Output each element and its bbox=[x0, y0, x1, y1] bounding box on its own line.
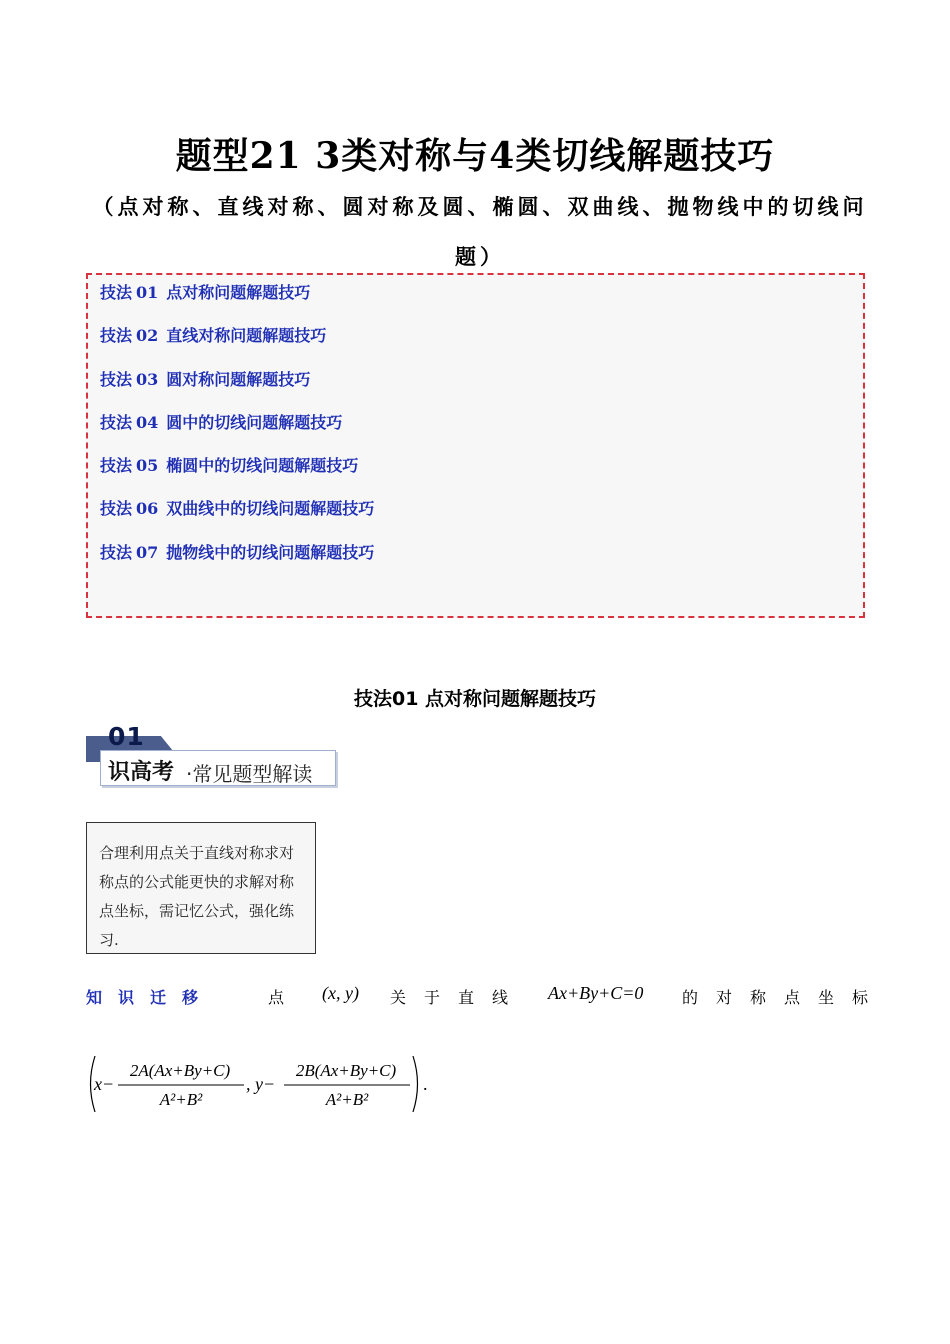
formula-end: . bbox=[423, 1074, 428, 1094]
toc-item-prefix: 技法 bbox=[100, 542, 133, 562]
toc-item-label: 椭圆中的切线问题解题技巧 bbox=[166, 456, 359, 476]
toc-item[interactable] bbox=[100, 281, 863, 324]
point-word: 点 bbox=[268, 988, 285, 1007]
symmetric-point-formula bbox=[86, 1052, 586, 1116]
formula-numerator-1: 2A(Ax+By+C) bbox=[129, 1061, 231, 1080]
line-equation: Ax+By+C=0 bbox=[548, 983, 644, 1003]
toc-item-prefix: 技法 bbox=[100, 369, 133, 389]
toc-item-number: 05 bbox=[136, 456, 159, 476]
result-text: 的对称点坐标 bbox=[682, 988, 887, 1007]
toc-item-number: 03 bbox=[136, 369, 159, 389]
tip-note: 合理利用点关于直线对称求对称点的公式能更快的求解对称点坐标，需记忆公式，强化练习. bbox=[86, 822, 316, 954]
toc-item-label: 抛物线中的切线问题解题技巧 bbox=[166, 542, 375, 562]
toc-item-label: 圆中的切线问题解题技巧 bbox=[166, 412, 343, 432]
formula-lead-x: x− bbox=[94, 1074, 115, 1094]
section-banner bbox=[86, 722, 346, 792]
section-heading: 技法01 点对称问题解题技巧 bbox=[353, 688, 597, 710]
table-of-contents bbox=[86, 273, 865, 618]
formula-denominator-1: A²+B² bbox=[159, 1090, 203, 1109]
toc-item-label: 圆对称问题解题技巧 bbox=[166, 369, 311, 389]
toc-item[interactable] bbox=[100, 454, 863, 497]
formula-middle: , y− bbox=[246, 1074, 276, 1094]
toc-item-number: 06 bbox=[136, 499, 159, 519]
toc-item[interactable] bbox=[100, 324, 863, 367]
formula-denominator-2: A²+B² bbox=[325, 1090, 369, 1109]
toc-item[interactable] bbox=[100, 368, 863, 411]
toc-item-prefix: 技法 bbox=[100, 326, 133, 346]
toc-item-prefix: 技法 bbox=[100, 283, 133, 302]
formula-numerator-2: 2B(Ax+By+C) bbox=[295, 1061, 397, 1080]
toc-item[interactable] bbox=[100, 541, 863, 584]
banner-label-strong: 识高考 bbox=[108, 760, 175, 785]
banner-number: 01 bbox=[108, 722, 145, 751]
document-title: 题型21 3类对称与4类切线解题技巧 bbox=[175, 135, 775, 177]
toc-item[interactable] bbox=[100, 411, 863, 454]
document-subtitle: （点对称、直线对称、圆对称及圆、椭圆、双曲线、抛物线中的切线问题） bbox=[92, 195, 868, 269]
toc-item-number: 02 bbox=[136, 326, 159, 346]
knowledge-line bbox=[86, 983, 887, 1011]
about-line-text: 关于直线 bbox=[390, 988, 527, 1007]
toc-item-prefix: 技法 bbox=[100, 412, 133, 432]
toc-item-label: 双曲线中的切线问题解题技巧 bbox=[166, 499, 375, 519]
toc-item-prefix: 技法 bbox=[100, 499, 133, 519]
knowledge-label: 知识迁移 bbox=[86, 988, 215, 1007]
banner-label-rest: ·常见题型解读 bbox=[186, 762, 313, 786]
toc-item-label: 直线对称问题解题技巧 bbox=[166, 326, 327, 346]
toc-item-number: 07 bbox=[136, 542, 159, 562]
toc-item-number: 01 bbox=[136, 283, 159, 302]
toc-item-number: 04 bbox=[136, 412, 159, 432]
formula-close-paren bbox=[413, 1056, 418, 1112]
toc-item-label: 点对称问题解题技巧 bbox=[166, 283, 311, 302]
toc-item-prefix: 技法 bbox=[100, 456, 133, 476]
toc-item[interactable] bbox=[100, 497, 863, 540]
point-expression: (x, y) bbox=[322, 983, 359, 1003]
